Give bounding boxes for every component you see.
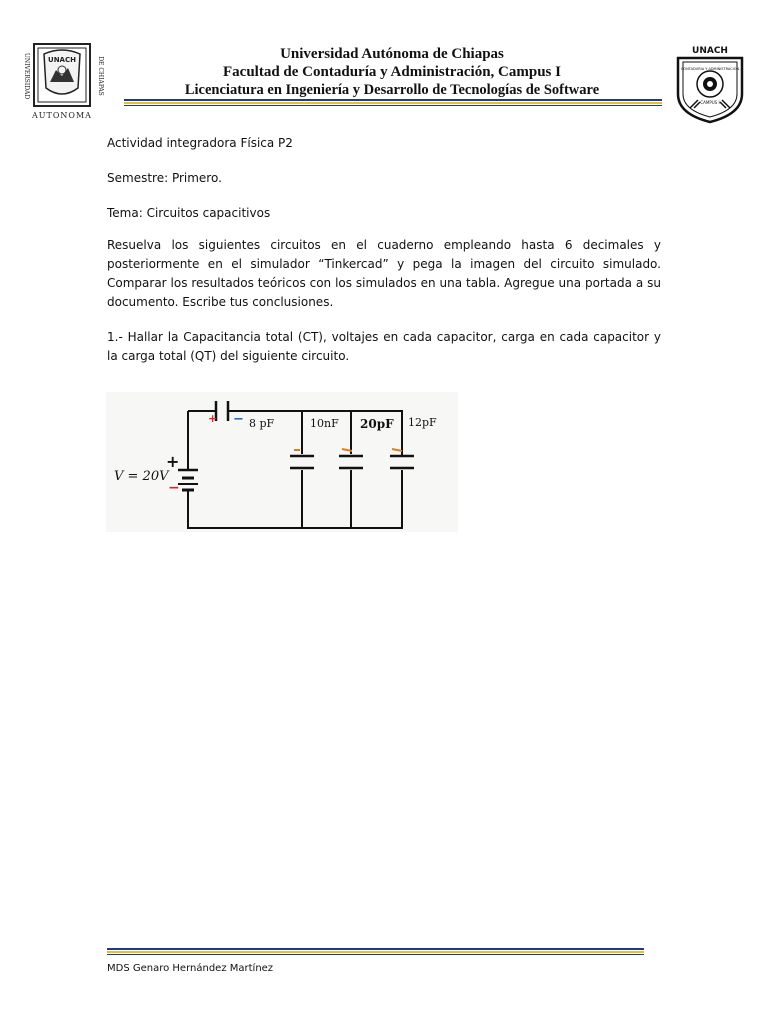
- unach-university-seal-logo: [16, 40, 108, 122]
- header-rule-blue-2: [124, 105, 662, 106]
- document-body: [107, 134, 661, 382]
- footer-author: MDS Genaro Hernández Martínez: [107, 963, 274, 974]
- question-1: 1.- Hallar la Capacitancia total (CT), voltajes en cada capacitor, carga en cada capacitor y la carga total (QT) del siguiente circuito.: [107, 330, 661, 363]
- capacitor-circuit-diagram: [106, 392, 458, 532]
- header-rule-yellow: [124, 102, 662, 104]
- logo-left-side-right-text: DE CHIAPAS: [97, 56, 104, 96]
- c1-label: 8 pF: [249, 417, 275, 430]
- logo-left-side-left-text: UNIVERSIDAD: [23, 52, 30, 100]
- logo-left-top-text: UNACH: [48, 56, 76, 64]
- header-university: Universidad Autónoma de Chiapas: [280, 46, 504, 62]
- source-voltage-label: V = 20V: [114, 469, 169, 484]
- footer-rule-blue: [107, 948, 644, 950]
- semester-line: Semestre: Primero.: [107, 171, 222, 185]
- logo-right-inner-text: CONTADURIA Y ADMINISTRACION: [680, 67, 740, 71]
- header-degree: Licenciatura en Ingeniería y Desarrollo de Tecnologías de Software: [184, 82, 600, 98]
- c3-label: 20pF: [360, 417, 394, 431]
- logo-left-bottom-text: AUTONOMA: [32, 111, 92, 120]
- header-rule-blue: [124, 99, 662, 101]
- logo-right-top-text: UNACH: [692, 46, 728, 56]
- footer-rule-blue-2: [107, 954, 644, 955]
- series-cap-minus: −: [233, 412, 244, 427]
- faculty-shield-logo: [672, 44, 748, 124]
- source-minus-sign: −: [168, 480, 180, 496]
- series-cap-plus: +: [208, 412, 218, 425]
- header-faculty: Facultad de Contaduría y Administración, Campus I: [223, 64, 561, 80]
- footer-rule-yellow: [107, 951, 644, 953]
- c2-label: 10nF: [310, 417, 339, 430]
- topic-line: Tema: Circuitos capacitivos: [107, 206, 271, 220]
- source-plus-sign: +: [166, 452, 180, 471]
- instructions-paragraph: Resuelva los siguientes circuitos en el cuaderno empleando hasta 6 decimales y posteriormente en el simulador “Tinkercad” y pega la imagen del circuito simulado. Comparar los resultados teóricos con los simulados en una tabla. Agregue una portada a su documento. Escribe tus conclusiones.: [107, 238, 661, 309]
- activity-title: Actividad integradora Física P2: [107, 136, 293, 150]
- logo-right-campus-text: CAMPUS I: [700, 100, 720, 105]
- c4-label: 12pF: [408, 416, 437, 429]
- document-header: [122, 45, 662, 99]
